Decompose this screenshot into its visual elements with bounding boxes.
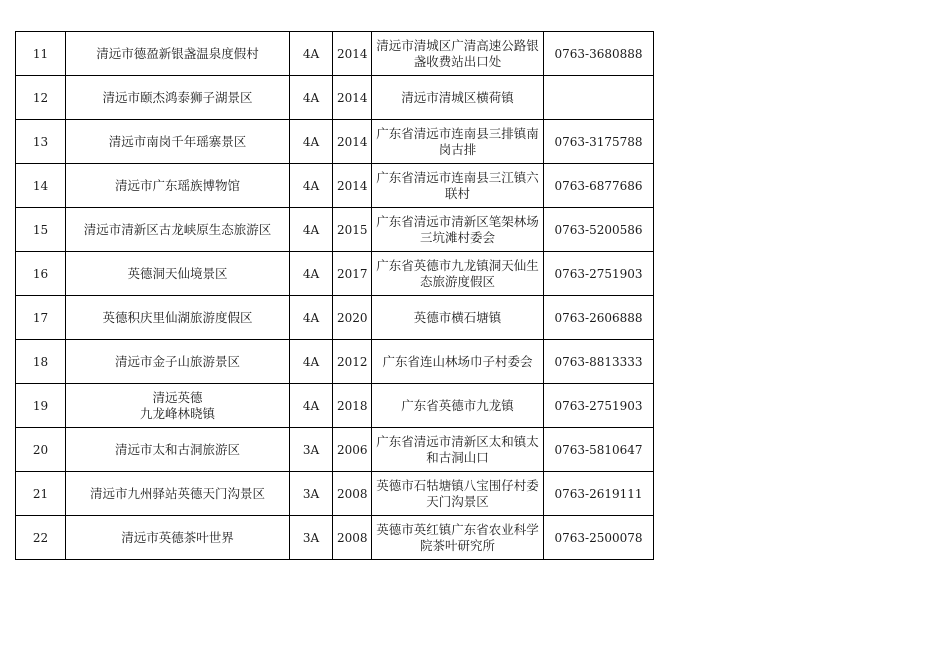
- cell-phone[interactable]: 0763-2619111: [544, 472, 654, 516]
- cell-year[interactable]: 2014: [333, 120, 372, 164]
- cell-phone[interactable]: [544, 76, 654, 120]
- table-row: [16, 516, 654, 560]
- cell-number[interactable]: 13: [16, 120, 66, 164]
- scenic-spot-table: [15, 31, 654, 560]
- cell-phone[interactable]: 0763-3175788: [544, 120, 654, 164]
- cell-address[interactable]: 英德市石牯塘镇八宝围仔村委天门沟景区: [372, 472, 544, 516]
- cell-year[interactable]: 2020: [333, 296, 372, 340]
- cell-number[interactable]: 16: [16, 252, 66, 296]
- cell-phone[interactable]: 0763-2751903: [544, 384, 654, 428]
- cell-grade[interactable]: 4A: [290, 208, 333, 252]
- cell-phone[interactable]: 0763-2500078: [544, 516, 654, 560]
- cell-name[interactable]: 清远市广东瑶族博物馆: [66, 164, 290, 208]
- cell-phone[interactable]: 0763-6877686: [544, 164, 654, 208]
- table-row: [16, 340, 654, 384]
- cell-number[interactable]: 18: [16, 340, 66, 384]
- cell-grade[interactable]: 4A: [290, 120, 333, 164]
- cell-grade[interactable]: 4A: [290, 164, 333, 208]
- table-row: [16, 472, 654, 516]
- cell-year[interactable]: 2017: [333, 252, 372, 296]
- cell-year[interactable]: 2014: [333, 164, 372, 208]
- cell-grade[interactable]: 3A: [290, 516, 333, 560]
- cell-phone[interactable]: 0763-3680888: [544, 32, 654, 76]
- cell-year[interactable]: 2008: [333, 516, 372, 560]
- cell-address[interactable]: 广东省清远市清新区笔架林场三坑滩村委会: [372, 208, 544, 252]
- cell-year[interactable]: 2012: [333, 340, 372, 384]
- cell-number[interactable]: 15: [16, 208, 66, 252]
- cell-grade[interactable]: 4A: [290, 252, 333, 296]
- cell-phone[interactable]: 0763-2751903: [544, 252, 654, 296]
- cell-name[interactable]: 清远市清新区古龙峡原生态旅游区: [66, 208, 290, 252]
- cell-grade[interactable]: 4A: [290, 32, 333, 76]
- cell-name[interactable]: 清远市南岗千年瑶寨景区: [66, 120, 290, 164]
- cell-grade[interactable]: 4A: [290, 76, 333, 120]
- table-row: [16, 32, 654, 76]
- cell-grade[interactable]: 3A: [290, 428, 333, 472]
- cell-phone[interactable]: 0763-5810647: [544, 428, 654, 472]
- cell-name[interactable]: 清远英德 九龙峰林晓镇: [66, 384, 290, 428]
- cell-address[interactable]: 清远市清城区横荷镇: [372, 76, 544, 120]
- cell-name[interactable]: 清远市九州驿站英德天门沟景区: [66, 472, 290, 516]
- cell-address[interactable]: 清远市清城区广清高速公路银盏收费站出口处: [372, 32, 544, 76]
- cell-grade[interactable]: 4A: [290, 340, 333, 384]
- table-row: [16, 384, 654, 428]
- cell-grade[interactable]: 4A: [290, 296, 333, 340]
- table-row: [16, 76, 654, 120]
- cell-phone[interactable]: 0763-2606888: [544, 296, 654, 340]
- table-row: [16, 208, 654, 252]
- cell-year[interactable]: 2014: [333, 32, 372, 76]
- cell-name[interactable]: 清远市英德茶叶世界: [66, 516, 290, 560]
- cell-year[interactable]: 2006: [333, 428, 372, 472]
- table-body: [16, 32, 654, 560]
- cell-year[interactable]: 2008: [333, 472, 372, 516]
- cell-name[interactable]: 清远市金子山旅游景区: [66, 340, 290, 384]
- cell-phone[interactable]: 0763-8813333: [544, 340, 654, 384]
- cell-year[interactable]: 2015: [333, 208, 372, 252]
- cell-address[interactable]: 广东省清远市连南县三排镇南岗古排: [372, 120, 544, 164]
- cell-name[interactable]: 清远市德盈新银盏温泉度假村: [66, 32, 290, 76]
- cell-address[interactable]: 广东省清远市清新区太和镇太和古洞山口: [372, 428, 544, 472]
- cell-address[interactable]: 英德市横石塘镇: [372, 296, 544, 340]
- cell-grade[interactable]: 3A: [290, 472, 333, 516]
- cell-name[interactable]: 英德洞天仙境景区: [66, 252, 290, 296]
- cell-number[interactable]: 21: [16, 472, 66, 516]
- cell-number[interactable]: 12: [16, 76, 66, 120]
- cell-number[interactable]: 20: [16, 428, 66, 472]
- cell-year[interactable]: 2018: [333, 384, 372, 428]
- cell-year[interactable]: 2014: [333, 76, 372, 120]
- cell-number[interactable]: 17: [16, 296, 66, 340]
- cell-number[interactable]: 22: [16, 516, 66, 560]
- table-row: [16, 120, 654, 164]
- cell-address[interactable]: 英德市英红镇广东省农业科学院茶叶研究所: [372, 516, 544, 560]
- cell-address[interactable]: 广东省英德市九龙镇洞天仙生态旅游度假区: [372, 252, 544, 296]
- cell-number[interactable]: 14: [16, 164, 66, 208]
- cell-address[interactable]: 广东省连山林场巾子村委会: [372, 340, 544, 384]
- cell-number[interactable]: 11: [16, 32, 66, 76]
- cell-address[interactable]: 广东省清远市连南县三江镇六联村: [372, 164, 544, 208]
- table-row: [16, 252, 654, 296]
- table-row: [16, 296, 654, 340]
- cell-number[interactable]: 19: [16, 384, 66, 428]
- table-row: [16, 164, 654, 208]
- cell-name[interactable]: 清远市颐杰鸿泰狮子湖景区: [66, 76, 290, 120]
- cell-grade[interactable]: 4A: [290, 384, 333, 428]
- table-row: [16, 428, 654, 472]
- cell-name[interactable]: 清远市太和古洞旅游区: [66, 428, 290, 472]
- cell-address[interactable]: 广东省英德市九龙镇: [372, 384, 544, 428]
- cell-phone[interactable]: 0763-5200586: [544, 208, 654, 252]
- cell-name[interactable]: 英德积庆里仙湖旅游度假区: [66, 296, 290, 340]
